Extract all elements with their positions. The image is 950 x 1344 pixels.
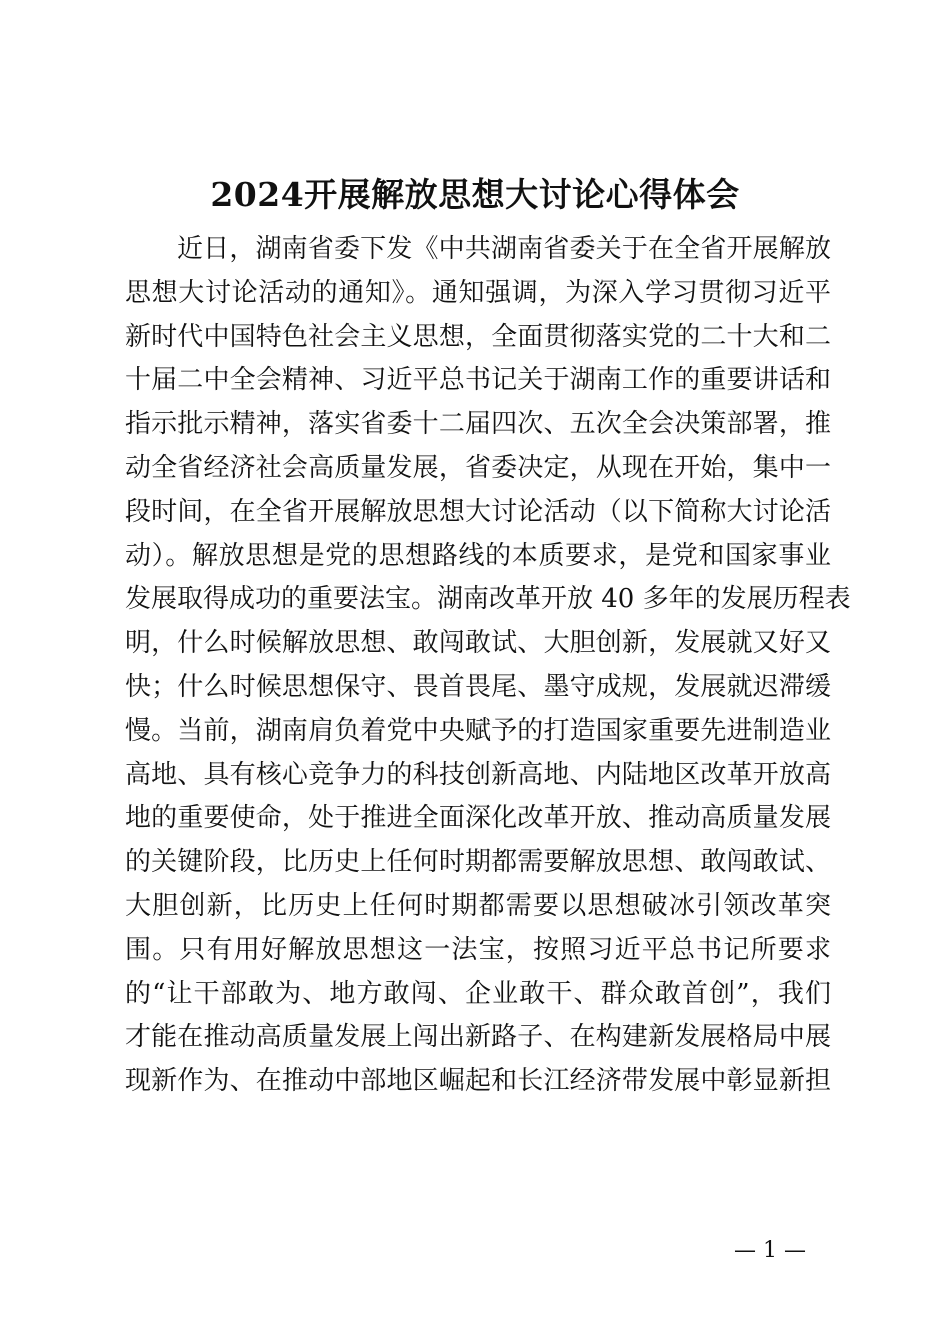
text-line: 才能在推动高质量发展上闯出新路子、在构建新发展格局中展 bbox=[125, 1022, 831, 1053]
text-line: 围。只有用好解放思想这一法宝，按照习近平总书记所要求 bbox=[125, 934, 831, 965]
text-line: 思想大讨论活动的通知》。通知强调，为深入学习贯彻习近平 bbox=[125, 277, 831, 308]
document-title: 2024开展解放思想大讨论心得体会 bbox=[210, 175, 740, 214]
text-line: 大胆创新，比历史上任何时期都需要以思想破冰引领改革突 bbox=[125, 890, 831, 921]
text-line: 高地、具有核心竞争力的科技创新高地、内陆地区改革开放高 bbox=[125, 759, 831, 790]
text-line: 近日，湖南省委下发《中共湖南省委关于在全省开展解放 bbox=[177, 234, 831, 264]
text-line: 指示批示精神，落实省委十二届四次、五次全会决策部署，推 bbox=[125, 409, 831, 440]
text-line: 明，什么时候解放思想、敢闯敢试、大胆创新，发展就又好又 bbox=[125, 628, 831, 659]
text-line: 现新作为、在推动中部地区崛起和长江经济带发展中彰显新担 bbox=[125, 1066, 831, 1097]
text-line: 快；什么时候思想保守、畏首畏尾、墨守成规，发展就迟滞缓 bbox=[125, 671, 831, 702]
body-paragraph bbox=[125, 228, 851, 1104]
page-number: — 1 — bbox=[734, 1238, 806, 1263]
text-line: 动）。解放思想是党的思想路线的本质要求，是党和国家事业 bbox=[125, 540, 831, 571]
text-line: 的关键阶段，比历史上任何时期都需要解放思想、敢闯敢试、 bbox=[125, 847, 831, 878]
text-line: 十届二中全会精神、习近平总书记关于湖南工作的重要讲话和 bbox=[125, 365, 831, 396]
text-line: 的“让干部敢为、地方敢闯、企业敢干、群众敢首创”，我们 bbox=[125, 978, 831, 1009]
text-line: 慢。当前，湖南肩负着党中央赋予的打造国家重要先进制造业 bbox=[125, 715, 831, 746]
text-line: 新时代中国特色社会主义思想，全面贯彻落实党的二十大和二 bbox=[125, 321, 831, 352]
text-line: 地的重要使命，处于推进全面深化改革开放、推动高质量发展 bbox=[125, 803, 831, 834]
text-line: 发展取得成功的重要法宝。湖南改革开放 40 多年的发展历程表 bbox=[125, 584, 851, 615]
text-line: 段时间，在全省开展解放思想大讨论活动（以下简称大讨论活 bbox=[125, 496, 831, 527]
text-line: 动全省经济社会高质量发展，省委决定，从现在开始，集中一 bbox=[125, 452, 831, 483]
